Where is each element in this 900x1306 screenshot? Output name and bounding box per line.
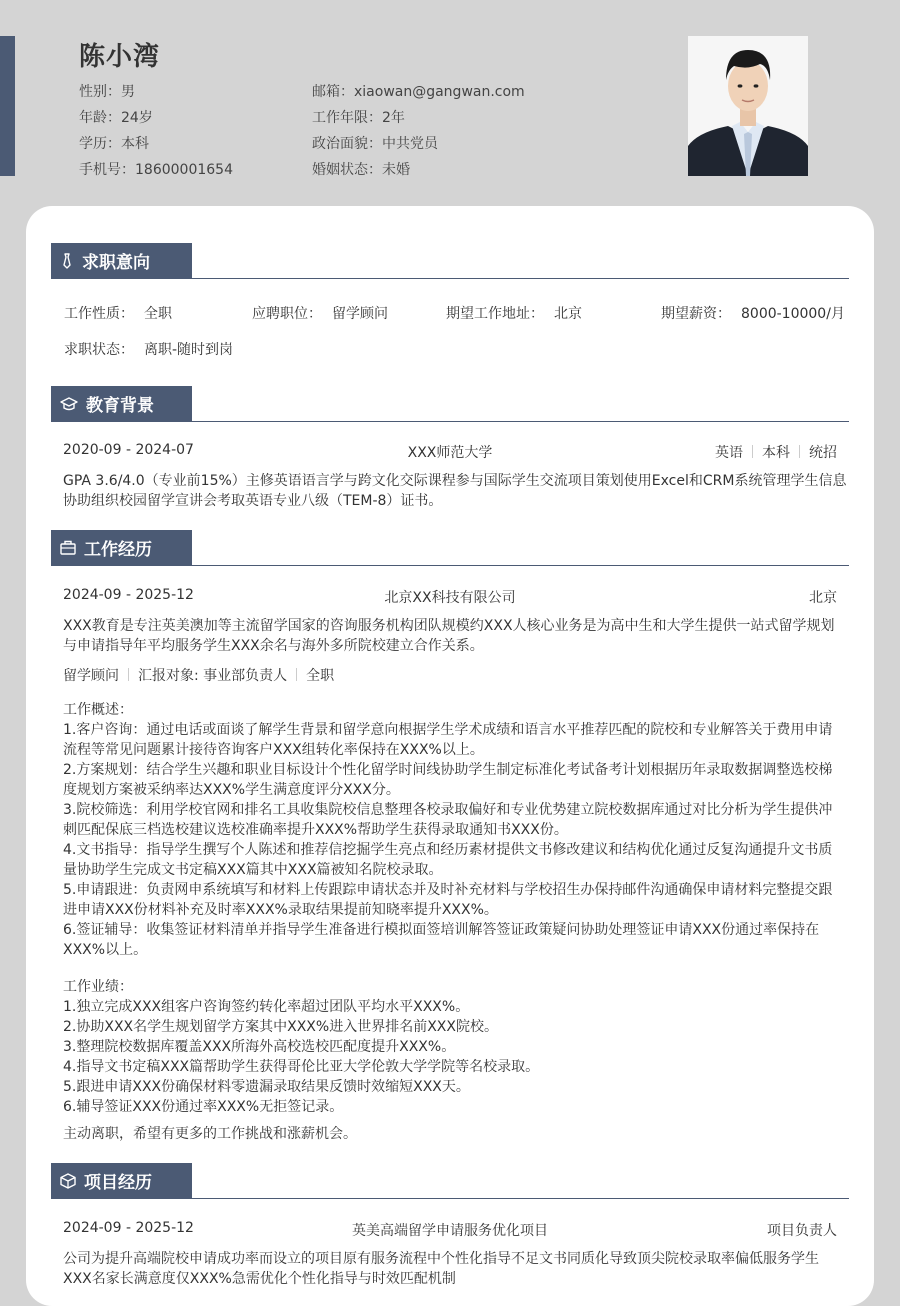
work-years: 工作年限：2年 [312,110,405,126]
section-intent-header [51,243,849,279]
marital-status: 婚姻状态：未婚 [312,162,410,178]
profile-photo [688,36,808,176]
leave-reason: 主动离职，希望有更多的工作挑战和涨薪机会。 [63,1126,357,1142]
project-description: 公司为提升高端院校申请成功率而设立的项目原有服务流程中个性化指导不足文书同质化导致顶尖院校录取率偏低服务学生 XXX名家长满意度仅XXX%急需优化个性化指导与时效匹配机制 [63,1251,819,1287]
briefcase-icon [60,540,76,555]
work-city: 北京 [809,590,837,606]
resume-body [26,206,874,1306]
job-location: 期望工作地址： 北京 [446,306,582,322]
work-tags: 留学顾问 汇报对象: 事业部负责人 全职 [63,668,335,684]
education-row [63,442,837,461]
job-nature: 工作性质： 全职 [64,306,172,322]
education-dates: 2020-09 - 2024-07 [63,442,194,458]
section-project-header [51,1163,849,1199]
email: 邮箱：xiaowan@gangwan.com [312,84,525,100]
work-row [63,587,837,606]
work-achievements: 工作业绩： 1.独立完成XXX组客户咨询签约转化率超过团队平均水平XXX%。 2.协助XXX名学生规划留学方案其中XXX%进入世界排名前XXX院校。 3.整理院校数据库覆盖XXX所海外高校选校匹配度提升XXX%。 4.指导文书定稿XXX篇帮助学生获得哥伦比亚大学伦敦大学学院等名校录取。 5.跟进申请XXX份确保材料零遗漏录取结果反馈时效缩短XXX天。 6.辅导签证XXX份通过率XXX%无拒签记录。 [63,979,540,1115]
education-description: GPA 3.6/4.0（专业前15%）主修英语语言学与跨文化交际课程参与国际学生交流项目策划使用Excel和CRM系统管理学生信息 协助组织校园留学宣讲会考取英语专业八级（TEM-8）证书。 [63,473,847,509]
job-position: 应聘职位： 留学顾问 [252,306,388,322]
project-dates: 2024-09 - 2025-12 [63,1220,194,1236]
section-work-header [51,530,849,566]
section-title: 项目经历 [84,1173,152,1193]
section-education-header [51,386,849,422]
job-status: 求职状态： 离职-随时到岗 [64,342,234,358]
project-role: 项目负责人 [767,1223,837,1239]
work-dates: 2024-09 - 2025-12 [63,587,194,603]
candidate-name: 陈小湾 [79,42,161,72]
portrait-illustration [688,36,808,176]
degree: 学历：本科 [79,136,149,152]
company-description: XXX教育是专注英美澳加等主流留学国家的咨询服务机构团队规模约XXX人核心业务是为高中生和大学生提供一站式留学规划 与申请指导年平均服务学生XXX余名与海外多所院校建立合作关系。 [63,618,835,654]
school-name: XXX师范大学 [407,445,493,461]
job-salary: 期望薪资： 8000-10000/月 [661,306,845,322]
basic-info-left [79,79,233,183]
graduation-cap-icon [60,397,78,411]
phone: 手机号：18600001654 [79,162,233,178]
age: 年龄：24岁 [79,110,153,126]
accent-bar [0,36,15,176]
political-status: 政治面貌：中共党员 [312,136,438,152]
project-row [63,1220,837,1239]
education-tags: 英语 本科 统招 [715,445,837,461]
work-overview: 工作概述： 1.客户咨询：通过电话或面谈了解学生背景和留学意向根据学生学术成绩和语言水平推荐匹配的院校和专业解答关于费用申请 流程等常见问题累计接待咨询客户XXX组转化率保持在XXX%以上。 2.方案规划：结合学生兴趣和职业目标设计个性化留学时间线协助学生制定标准化考试备考计划根据历年录取数据调整选校梯 度规划方案被采纳率达XXX%学生满意度评分XXX分。 3.院校筛选：利用学校官网和排名工具收集院校信息整理各校录取偏好和专业优势建立院校数据库通过对比分析为学生提供冲 刺匹配保底三档选校建议选校准确率提升XXX%帮助学生获得录取通知书XXX份。 4.文书指导：指导学生撰写个人陈述和推荐信挖掘学生亮点和经历素材提供文书修改建议和结构优化通过反复沟通提升文书质 量协助学生完成文书定稿XXX篇其中XXX篇被知名院校录取。 5.申请跟进：负责网申系统填写和材料上传跟踪申请状态并及时补充材料与学校招生办保持邮件沟通确保申请材料完整提交跟 进申请XXX份材料补充及时率XXX%录取结果提前知晓率提升XXX%。 6.签证辅导：收集签证材料清单并指导学生准备进行模拟面签培训解答签证政策疑问协助处理签证申请XXX份通过率保持在 XXX%以上。 [63,702,833,958]
basic-info-right [312,79,525,183]
tie-icon [60,253,74,269]
section-title: 工作经历 [84,540,152,560]
section-title: 教育背景 [86,396,154,416]
project-name: 英美高端留学申请服务优化项目 [352,1223,548,1239]
cube-icon [60,1173,76,1189]
gender: 性别：男 [79,84,135,100]
company-name: 北京XX科技有限公司 [384,590,516,606]
section-title: 求职意向 [82,253,150,273]
